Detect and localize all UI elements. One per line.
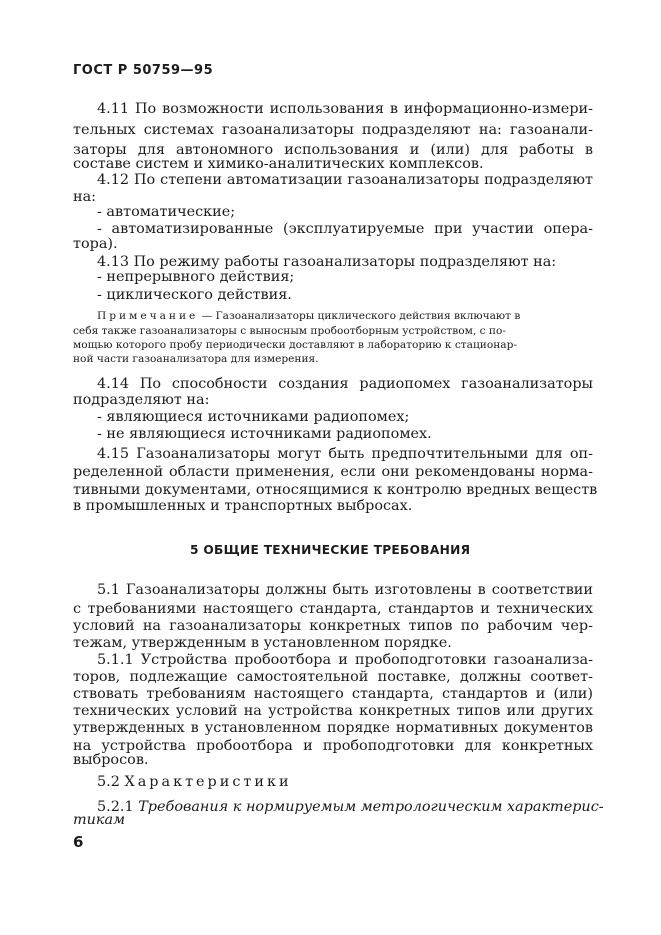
paragraph-4-11-line: составе систем и химико-аналитических комплексов. bbox=[73, 156, 484, 172]
note-label: Примечание bbox=[97, 310, 199, 322]
paragraph-4-15-line: 4.15 Газоанализаторы могут быть предпочтительными для оп- bbox=[97, 446, 593, 462]
paragraph-5-1-1-line: 5.1.1 Устройства пробоотбора и пробоподготовки газоанализа- bbox=[97, 652, 593, 668]
page-number: 6 bbox=[73, 833, 84, 851]
paragraph-5-2-1-line: тикам bbox=[73, 812, 126, 828]
paragraph-4-12-line: на: bbox=[73, 189, 97, 205]
paragraph-5-1-1-line: ствовать требованиям настоящего стандарта, стандартов и (или) bbox=[73, 686, 593, 702]
paragraph-5-1-1-line: на устройства пробоотбора и пробоподготовки для конкретных bbox=[73, 738, 593, 754]
list-item: - автоматические; bbox=[97, 204, 236, 220]
paragraph-5-1-1-line: утвержденных в установленном порядке нормативных документов bbox=[73, 720, 593, 736]
clause-number: 5.2.1 bbox=[97, 799, 134, 815]
list-item: - автоматизированные (эксплуатируемые при участии опера- bbox=[97, 221, 593, 237]
paragraph-4-14-line: 4.14 По способности создания радиопомех газоанализаторы bbox=[97, 376, 593, 392]
list-item-continuation: тора). bbox=[73, 236, 118, 252]
paragraph-5-1-line: условий на газоанализаторы конкретных типов по рабочим чер- bbox=[73, 618, 593, 634]
paragraph-5-1-line: с требованиями настоящего стандарта, стандартов и технических bbox=[73, 601, 593, 617]
paragraph-4-12-line: 4.12 По степени автоматизации газоанализаторы подразделяют bbox=[97, 172, 593, 188]
paragraph-4-13-line: 4.13 По режиму работы газоанализаторы подразделяют на: bbox=[97, 254, 557, 270]
paragraph-4-15-line: ределенной области применения, если они рекомендованы норма- bbox=[73, 464, 593, 480]
paragraph-4-11-line: 4.11 По возможности использования в информационно-измери- bbox=[97, 101, 593, 117]
paragraph-5-1-line: тежам, утвержденным в установленном порядке. bbox=[73, 635, 452, 651]
paragraph-4-15-line: в промышленных и транспортных выбросах. bbox=[73, 498, 413, 514]
note-line: ной части газоанализатора для измерения. bbox=[73, 353, 319, 365]
paragraph-5-1-1-line: торов, подлежащие самостоятельной поставке, должны соответ- bbox=[73, 669, 593, 685]
paragraph-4-11-line: тельных системах газоанализаторы подразделяют на: газоанали- bbox=[73, 122, 593, 138]
paragraph-5-1-1-line: выбросов. bbox=[73, 752, 149, 768]
paragraph-4-15-line: тивными документами, относящимися к контролю вредных веществ bbox=[73, 482, 598, 498]
note-line: мощью которого пробу периодически доставляют в лабораторию к стационар- bbox=[73, 339, 517, 351]
note-text: — Газоанализаторы циклического действия включают в bbox=[198, 310, 521, 322]
paragraph-5-1-line: 5.1 Газоанализаторы должны быть изготовлены в соответствии bbox=[97, 582, 593, 598]
paragraph-4-14-line: подразделяют на: bbox=[73, 392, 210, 408]
document-header: ГОСТ Р 50759—95 bbox=[73, 63, 214, 78]
list-item: - непрерывного действия; bbox=[97, 269, 295, 285]
paragraph-4-11-line: заторы для автономного использования и (или) для работы в bbox=[73, 142, 593, 158]
list-item: - являющиеся источниками радиопомех; bbox=[97, 409, 410, 425]
subsection-number: 5.2 bbox=[97, 774, 120, 790]
paragraph-5-1-1-line: технических условий на устройства конкретных типов или других bbox=[73, 703, 593, 719]
subsection-title: Характеристики bbox=[124, 774, 292, 790]
note-line bbox=[97, 310, 593, 323]
subsection-heading bbox=[97, 773, 617, 791]
list-item: - циклического действия. bbox=[97, 287, 292, 303]
list-item: - не являющиеся источниками радиопомех. bbox=[97, 426, 432, 442]
note-line: себя также газоанализаторы с выносным пробоотборным устройством, с по- bbox=[73, 325, 506, 337]
section-heading: 5 ОБЩИЕ ТЕХНИЧЕСКИЕ ТРЕБОВАНИЯ bbox=[190, 543, 471, 557]
clause-title: Требования к нормируемым метрологическим характерис- bbox=[138, 799, 604, 815]
